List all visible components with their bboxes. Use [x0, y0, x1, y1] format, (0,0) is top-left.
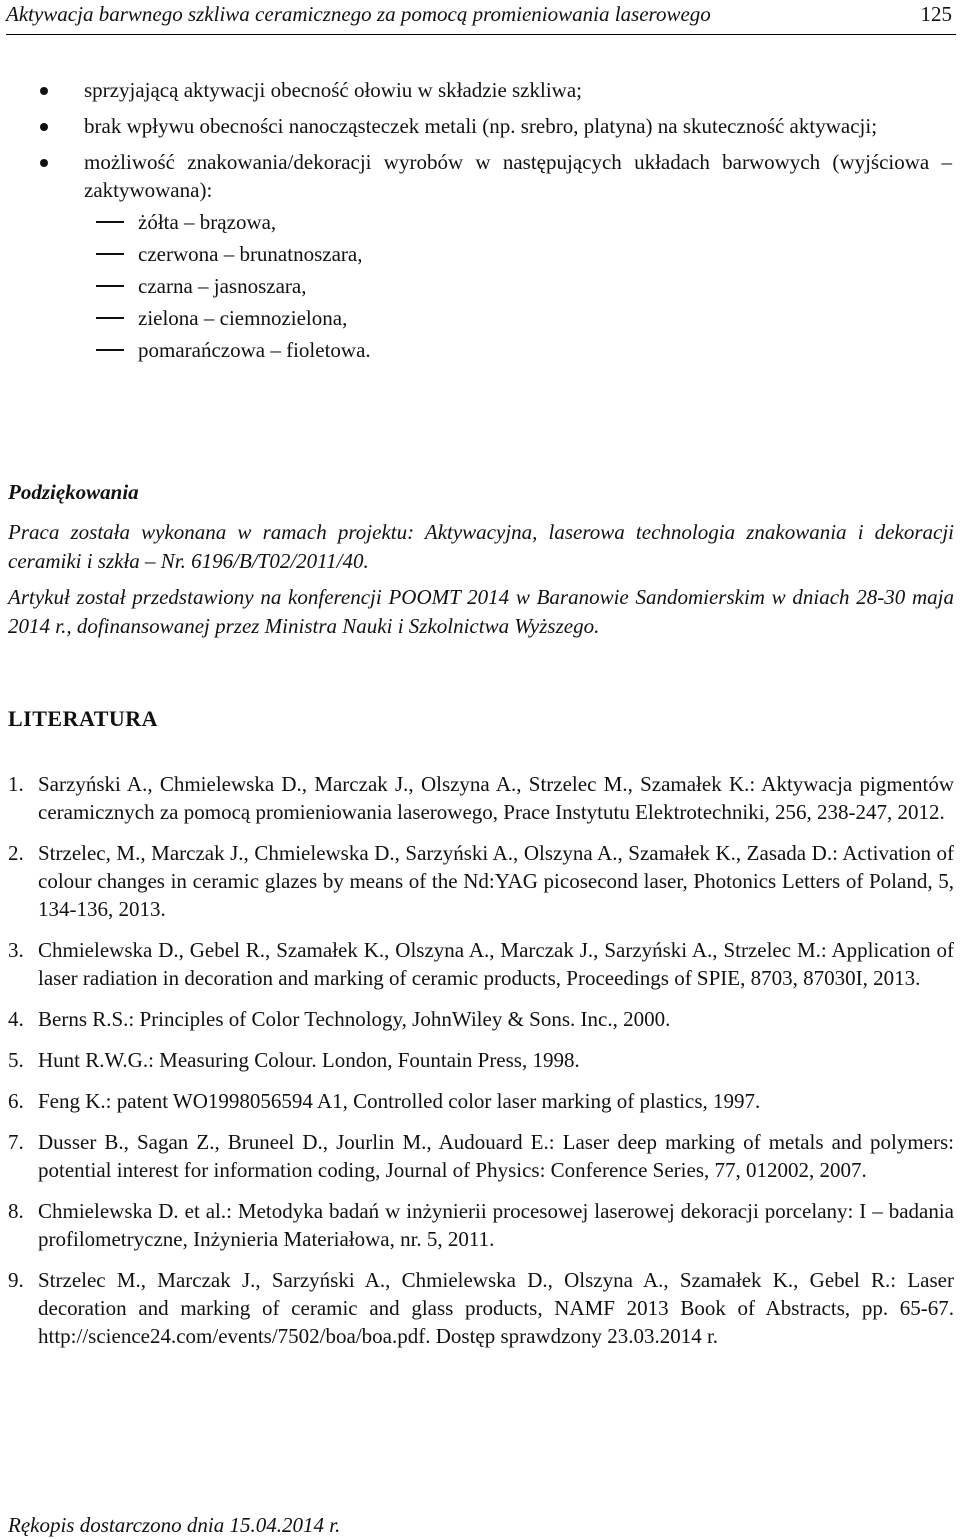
color-pair-text: żółta – brązowa,	[138, 210, 277, 234]
dash-icon	[96, 317, 124, 319]
list-item-text: brak wpływu obecności nanocząsteczek metali (np. srebro, platyna) na skuteczność aktywacji;	[84, 114, 878, 138]
reference-item	[8, 1197, 954, 1253]
dash-icon	[96, 221, 124, 223]
reference-text: Sarzyński A., Chmielewska D., Marczak J., Olszyna A., Strzelec M., Szamałek K.: Aktywacja pigmentów ceramicznych za pomocą promieniowania laserowego, Prace Instytutu Elektrotechniki, 256, 238-247, 2012.	[38, 772, 954, 824]
reference-text: Berns R.S.: Principles of Color Technology, JohnWiley & Sons. Inc., 2000.	[38, 1007, 671, 1031]
conclusions-list	[40, 76, 952, 374]
reference-item	[8, 1005, 954, 1033]
acknowledgements-heading: Podziękowania	[8, 480, 139, 504]
reference-item	[8, 936, 954, 992]
reference-number: 6.	[8, 1089, 24, 1113]
dash-icon	[96, 253, 124, 255]
list-item	[40, 148, 952, 366]
reference-text: Hunt R.W.G.: Measuring Colour. London, Fountain Press, 1998.	[38, 1048, 580, 1072]
reference-text: Strzelec M., Marczak J., Sarzyński A., Chmielewska D., Olszyna A., Szamałek K., Gebel R.: Laser decoration and marking of ceramic and glass products, NAMF 2013 Book of Abstracts, pp. 65-67. http://science24.com/events/7502/boa/boa.pdf. Dostęp sprawdzony 23.03.2014 r.	[38, 1268, 954, 1348]
reference-number: 5.	[8, 1048, 24, 1072]
reference-text: Chmielewska D. et al.: Metodyka badań w inżynierii procesowej laserowej dekoracji porcelany: I – badania profilometryczne, Inżynieria Materiałowa, nr. 5, 2011.	[38, 1199, 954, 1251]
reference-list	[8, 770, 954, 1363]
list-item-text: możliwość znakowania/dekoracji wyrobów w następujących układach barwowych (wyjściowa – zaktywowana):	[84, 150, 952, 202]
literature-heading: LITERATURA	[8, 706, 159, 731]
color-pair-text: pomarańczowa – fioletowa.	[138, 338, 371, 362]
reference-number: 7.	[8, 1130, 24, 1154]
color-pairs-list	[40, 206, 952, 366]
reference-number: 8.	[8, 1199, 24, 1223]
running-title: Aktywacja barwnego szkliwa ceramicznego za pomocą promieniowania laserowego	[6, 2, 711, 26]
color-pair-item	[40, 238, 952, 270]
reference-text: Dusser B., Sagan Z., Bruneel D., Jourlin M., Audouard E.: Laser deep marking of metals and polymers: potential interest for information coding, Journal of Physics: Conference Series, 77, 012002, 2007.	[38, 1130, 954, 1182]
reference-text: Chmielewska D., Gebel R., Szamałek K., Olszyna A., Marczak J., Sarzyński A., Strzelec M.: Application of laser radiation in decoration and marking of ceramic products, Proceedings of SPIE, 8703, 87030I, 2013.	[38, 938, 954, 990]
dash-icon	[96, 285, 124, 287]
bullet-icon	[40, 87, 48, 95]
color-pair-text: zielona – ciemnozielona,	[138, 306, 348, 330]
reference-number: 1.	[8, 772, 24, 796]
list-item-text: sprzyjającą aktywacji obecność ołowiu w składzie szkliwa;	[84, 78, 582, 102]
reference-item	[8, 1087, 954, 1115]
reference-text: Strzelec, M., Marczak J., Chmielewska D., Sarzyński A., Olszyna A., Szamałek K., Zasada D.: Activation of colour changes in ceramic glazes by means of the Nd:YAG picosecond laser, Photonics Letters of Poland, 5, 134-136, 2013.	[38, 841, 954, 921]
color-pair-item	[40, 334, 952, 366]
reference-number: 3.	[8, 938, 24, 962]
bullet-icon	[40, 159, 48, 167]
reference-item	[8, 1128, 954, 1184]
reference-number: 4.	[8, 1007, 24, 1031]
reference-text: Feng K.: patent WO1998056594 A1, Controlled color laser marking of plastics, 1997.	[38, 1089, 761, 1113]
color-pair-item	[40, 270, 952, 302]
dash-icon	[96, 349, 124, 351]
color-pair-item	[40, 206, 952, 238]
acknowledgements-paragraph: Praca została wykonana w ramach projektu: Aktywacyjna, laserowa technologia znakowania i dekoracji ceramiki i szkła – Nr. 6196/B/T02/2011/40.	[8, 520, 954, 573]
reference-item	[8, 1266, 954, 1350]
list-item	[40, 112, 952, 140]
running-header	[6, 0, 956, 35]
color-pair-text: czarna – jasnoszara,	[138, 274, 307, 298]
reference-item	[8, 839, 954, 923]
reference-item	[8, 1046, 954, 1074]
color-pair-item	[40, 302, 952, 334]
list-item	[40, 76, 952, 104]
reference-item	[8, 770, 954, 826]
reference-number: 2.	[8, 841, 24, 865]
reference-number: 9.	[8, 1268, 24, 1292]
color-pair-text: czerwona – brunatnoszara,	[138, 242, 363, 266]
bullet-icon	[40, 123, 48, 131]
page-number: 125	[920, 2, 952, 26]
acknowledgements-paragraph: Artykuł został przedstawiony na konferencji POOMT 2014 w Baranowie Sandomierskim w dniach 28-30 maja 2014 r., dofinansowanej przez Ministra Nauki i Szkolnictwa Wyższego.	[8, 585, 954, 638]
manuscript-received-note: Rękopis dostarczono dnia 15.04.2014 r.	[8, 1513, 341, 1537]
